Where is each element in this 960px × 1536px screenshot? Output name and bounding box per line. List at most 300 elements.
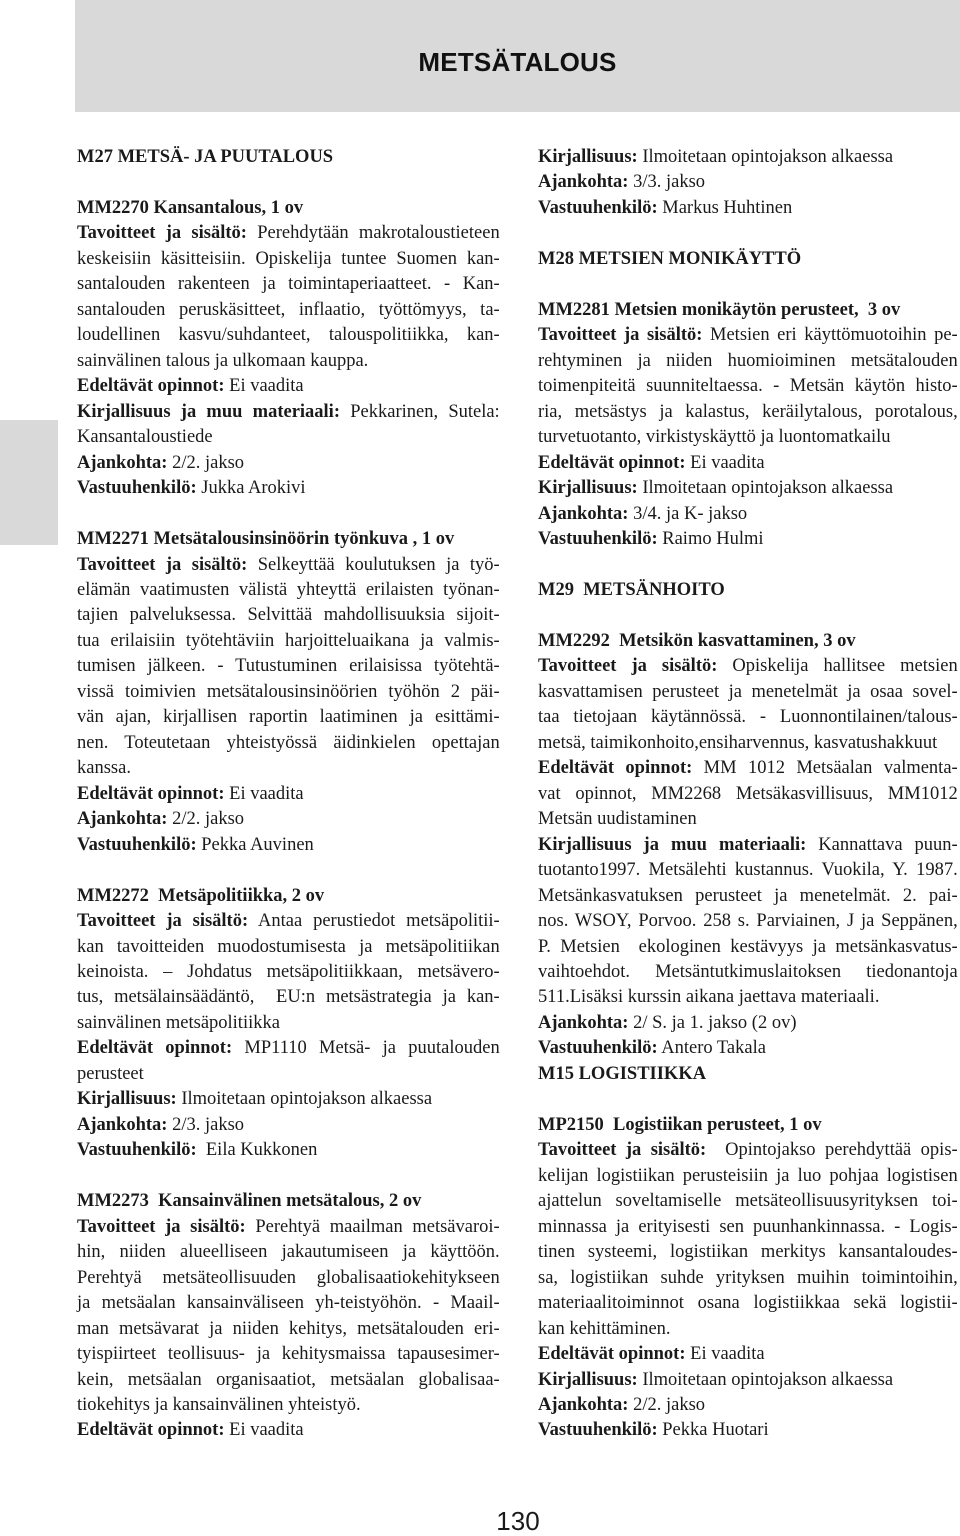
block-gap bbox=[77, 170, 500, 195]
line-content bbox=[77, 909, 500, 934]
field-label: Ajankohta: bbox=[77, 809, 168, 830]
field-label: Ajankohta: bbox=[538, 172, 629, 193]
line-content bbox=[538, 349, 958, 374]
field-label: Kirjallisuus: bbox=[538, 1369, 638, 1390]
text-line bbox=[538, 425, 958, 450]
line-content bbox=[77, 680, 500, 705]
text-line bbox=[538, 1393, 958, 1418]
line-content bbox=[77, 221, 500, 246]
text-line bbox=[538, 1342, 958, 1367]
line-content bbox=[538, 1138, 958, 1163]
body-text: kelijan logistiikan perusteisiin ja luo pohjaa logistisen bbox=[538, 1165, 958, 1186]
text-line bbox=[538, 833, 958, 858]
body-text: nos. WSOY, Porvoo. 258 s. Parviainen, J ja Seppänen, bbox=[538, 911, 958, 932]
line-content bbox=[538, 374, 958, 399]
text-line bbox=[77, 1368, 500, 1393]
text-line bbox=[77, 705, 500, 730]
text-line bbox=[538, 1164, 958, 1189]
text-line bbox=[77, 629, 500, 654]
text-line bbox=[538, 1240, 958, 1265]
line-content bbox=[77, 247, 500, 272]
line-content bbox=[77, 756, 131, 781]
field-value: 2/ S. ja 1. jakso (2 ov) bbox=[633, 1012, 797, 1033]
course-title bbox=[77, 196, 500, 221]
text-line bbox=[538, 756, 958, 781]
line-content bbox=[77, 807, 244, 832]
field-value: Pekka Auvinen bbox=[201, 834, 314, 855]
text-line bbox=[538, 1317, 958, 1342]
text-line bbox=[77, 323, 500, 348]
line-content bbox=[77, 349, 368, 374]
line-content bbox=[538, 782, 958, 807]
text-line bbox=[538, 145, 958, 170]
field-label: Ajankohta: bbox=[538, 503, 629, 524]
text-line bbox=[538, 1266, 958, 1291]
block-gap bbox=[77, 1164, 500, 1189]
line-content bbox=[77, 1393, 361, 1418]
line-content bbox=[77, 425, 213, 450]
body-text: vissä toimivien metsätalousinsinöörien työhön 2 päi- bbox=[77, 681, 500, 702]
right-column bbox=[538, 145, 958, 1444]
line-content bbox=[77, 400, 500, 425]
line-content bbox=[77, 833, 314, 858]
field-value: Pekkarinen, Sutela: bbox=[350, 401, 500, 422]
text-line bbox=[77, 349, 500, 374]
body-text: P. Metsien ekologinen kestävyys ja metsänkasvatus- bbox=[538, 936, 958, 957]
text-line bbox=[77, 1418, 500, 1443]
field-label: Kirjallisuus ja muu materiaali: bbox=[538, 834, 807, 855]
body-text: santalouden rakenteen ja toimintaperiaatteet. - Kan- bbox=[77, 274, 500, 295]
body-text: ria, metsästys ja kalastus, keräilytalous, porotalous, bbox=[538, 401, 958, 422]
field-value: Ilmoitetaan opintojakson alkaessa bbox=[642, 147, 894, 167]
text-line bbox=[77, 935, 500, 960]
field-label: Tavoitteet ja sisältö: bbox=[538, 325, 703, 346]
course-title-text: MP2150 Logistiikan perusteet, 1 ov bbox=[538, 1114, 822, 1135]
body-text: taa tietojaan käytännössä. - Luonnontilainen/talous- bbox=[538, 707, 958, 728]
line-content bbox=[77, 1138, 317, 1163]
block-gap bbox=[538, 221, 958, 246]
body-text: kein, metsäalan organisaatiot, metsäalan globalisaa- bbox=[77, 1369, 500, 1390]
field-label: Edeltävät opinnot: bbox=[77, 1420, 225, 1441]
line-content bbox=[77, 1291, 500, 1316]
line-content bbox=[538, 1215, 958, 1240]
line-content bbox=[538, 1266, 958, 1291]
field-label: Kirjallisuus: bbox=[77, 1089, 177, 1110]
line-content bbox=[538, 1393, 705, 1418]
field-label: Tavoitteet ja sisältö: bbox=[77, 911, 249, 932]
body-text: santalouden peruskäsitteet, inflaatio, työttömyys, ta- bbox=[77, 299, 500, 320]
field-value: 2/2. jakso bbox=[633, 1394, 706, 1415]
module-heading-text: M28 METSIEN MONIKÄYTTÖ bbox=[538, 248, 802, 269]
line-content bbox=[77, 374, 304, 399]
course-block bbox=[538, 145, 958, 221]
text-line bbox=[538, 935, 958, 960]
field-value: Kannattava puun- bbox=[818, 834, 958, 855]
text-line bbox=[77, 221, 500, 246]
text-line bbox=[77, 782, 500, 807]
module-heading-text: M29 METSÄNHOITO bbox=[538, 579, 725, 600]
body-text: materiaalitoiminnot osana logistiikkaa sekä logistii- bbox=[538, 1293, 958, 1314]
text-line bbox=[77, 1215, 500, 1240]
line-content bbox=[77, 1113, 244, 1138]
line-content bbox=[538, 1291, 958, 1316]
text-line bbox=[77, 909, 500, 934]
field-value: Ei vaadita bbox=[690, 1344, 765, 1365]
field-label: Tavoitteet ja sisältö: bbox=[538, 656, 718, 677]
field-value: Perehdytään makrotaloustieteen bbox=[257, 223, 500, 244]
text-line bbox=[77, 476, 500, 501]
body-text: vaihtoehdot. Metsäntutkimuslaitoksen tiedonantoja bbox=[538, 962, 958, 982]
field-value: Antero Takala bbox=[661, 1038, 766, 1059]
block-gap bbox=[77, 502, 500, 527]
body-text: keskeisiin käsitteisiin. Opiskelija tuntee Suomen kan- bbox=[77, 248, 500, 269]
field-label: Vastuuhenkilö: bbox=[538, 529, 658, 550]
text-line bbox=[77, 654, 500, 679]
field-label: Edeltävät opinnot: bbox=[77, 1038, 233, 1059]
text-line bbox=[538, 858, 958, 883]
module-heading bbox=[538, 247, 958, 272]
line-content bbox=[538, 323, 958, 348]
line-content bbox=[538, 731, 937, 756]
field-label: Tavoitteet ja sisältö: bbox=[77, 554, 248, 575]
text-line bbox=[77, 1291, 500, 1316]
line-content bbox=[77, 451, 244, 476]
body-text: ja metsäalan kansainväliseen yh-teistyöhön. - Maail- bbox=[77, 1293, 500, 1314]
text-line bbox=[77, 1138, 500, 1163]
field-value: Perehtyä maailman metsävaroi- bbox=[255, 1216, 500, 1237]
line-content bbox=[77, 935, 500, 960]
line-content bbox=[538, 196, 792, 221]
field-label: Edeltävät opinnot: bbox=[538, 758, 693, 779]
text-line bbox=[538, 1368, 958, 1393]
field-label: Vastuuhenkilö: bbox=[77, 834, 197, 855]
line-content bbox=[77, 1418, 304, 1443]
text-line bbox=[77, 1011, 500, 1036]
line-content bbox=[538, 145, 893, 170]
line-content bbox=[77, 553, 500, 578]
text-line bbox=[77, 1087, 500, 1112]
course-title bbox=[77, 1189, 500, 1214]
text-line bbox=[538, 1291, 958, 1316]
text-line bbox=[77, 756, 500, 781]
module-heading-text: M27 METSÄ- JA PUUTALOUS bbox=[77, 147, 334, 167]
text-line bbox=[538, 1189, 958, 1214]
text-line bbox=[77, 247, 500, 272]
body-text: minnassa ja erityisesti sen puunhankinnassa. - Logis- bbox=[538, 1216, 958, 1237]
field-value: Ei vaadita bbox=[690, 452, 765, 473]
line-content bbox=[538, 1164, 958, 1189]
body-text: kan kehittäminen. bbox=[538, 1318, 671, 1339]
line-content bbox=[538, 1418, 769, 1443]
line-content bbox=[538, 527, 764, 552]
line-content bbox=[77, 476, 306, 501]
field-value: Raimo Hulmi bbox=[662, 529, 764, 550]
line-content bbox=[538, 858, 958, 883]
text-line bbox=[77, 451, 500, 476]
text-line bbox=[77, 985, 500, 1010]
text-line bbox=[538, 1011, 958, 1036]
page-title: METSÄTALOUS bbox=[418, 47, 617, 77]
body-text: turvetuotanto, virkistyskäyttö ja luontomatkailu bbox=[538, 427, 891, 448]
line-content bbox=[538, 170, 705, 195]
field-label: Tavoitteet ja sisältö: bbox=[77, 223, 247, 244]
field-label: Vastuuhenkilö: bbox=[77, 478, 197, 499]
line-content bbox=[538, 935, 958, 960]
line-content bbox=[77, 603, 500, 628]
line-content bbox=[77, 1368, 500, 1393]
body-text: Perehtyä metsäteollisuuden globalisaatiokehitykseen bbox=[77, 1267, 500, 1288]
body-text: Metsän uudistaminen bbox=[538, 809, 697, 830]
field-label: Edeltävät opinnot: bbox=[77, 376, 225, 397]
line-content bbox=[538, 960, 958, 985]
field-label: Kirjallisuus ja muu materiaali: bbox=[77, 401, 340, 422]
course-title-text: MM2273 Kansainvälinen metsätalous, 2 ov bbox=[77, 1191, 422, 1212]
text-line bbox=[77, 272, 500, 297]
text-line bbox=[77, 1062, 500, 1087]
text-line bbox=[77, 1240, 500, 1265]
text-line bbox=[538, 909, 958, 934]
line-content bbox=[538, 884, 958, 909]
body-text: nen. Toteutetaan yhteistyössä äidinkielen opettajan bbox=[77, 732, 500, 753]
side-tab-marker bbox=[0, 420, 58, 545]
body-text: tua erilaisiin työtehtäviin harjoitteluaikana ja valmis- bbox=[77, 630, 500, 651]
field-value: Ilmoitetaan opintojakson alkaessa bbox=[642, 478, 894, 499]
text-line bbox=[77, 374, 500, 399]
line-content bbox=[77, 1011, 280, 1036]
line-content bbox=[77, 705, 500, 730]
field-label: Vastuuhenkilö: bbox=[77, 1140, 197, 1161]
field-value: 2/3. jakso bbox=[172, 1114, 245, 1135]
course-block bbox=[77, 527, 500, 858]
body-text: hin, niiden alueelliseen jakautumiseen ja käyttöön. bbox=[77, 1242, 500, 1263]
body-text: tus, metsälainsäädäntö, EU:n metsästrategia ja kan- bbox=[77, 987, 500, 1008]
line-content bbox=[77, 1317, 500, 1342]
course-block bbox=[538, 1113, 958, 1444]
line-content bbox=[77, 1087, 432, 1112]
body-text: kan tavoitteiden muodostumisesta ja metsäpolitiikan bbox=[77, 936, 500, 957]
body-text: metsä, taimikonhoito,ensiharvennus, kasvatushakkuut bbox=[538, 732, 938, 753]
course-block bbox=[538, 578, 958, 603]
field-label: Vastuuhenkilö: bbox=[538, 197, 658, 218]
course-title bbox=[538, 298, 958, 323]
body-text: tyispiirteet teollisuus- ja kehitysmaissa tapausesimer- bbox=[77, 1344, 500, 1365]
text-line bbox=[538, 1138, 958, 1163]
field-value: Antaa perustiedot metsäpolitii- bbox=[258, 911, 500, 932]
page-number: 130 bbox=[496, 1506, 540, 1536]
course-title-text: MM2270 Kansantalous, 1 ov bbox=[77, 197, 304, 218]
text-line bbox=[77, 1113, 500, 1138]
body-text: kasvattamisen perusteet ja menetelmät ja osaa sovel- bbox=[538, 681, 958, 702]
field-label: Kirjallisuus: bbox=[538, 147, 638, 167]
line-content bbox=[77, 1062, 144, 1087]
line-content bbox=[538, 1011, 797, 1036]
field-value: Ei vaadita bbox=[229, 1420, 304, 1441]
text-line bbox=[538, 1215, 958, 1240]
line-content bbox=[538, 1240, 958, 1265]
body-text: vat opinnot, MM2268 Metsäkasvillisuus, MM1012 bbox=[538, 783, 958, 804]
text-line bbox=[538, 196, 958, 221]
block-gap bbox=[538, 603, 958, 628]
text-line bbox=[538, 705, 958, 730]
course-title bbox=[538, 1113, 958, 1138]
module-heading bbox=[538, 578, 958, 603]
body-text: man metsävarat ja niiden kehitys, metsätalouden eri- bbox=[77, 1318, 500, 1339]
course-block bbox=[77, 145, 500, 170]
line-content bbox=[77, 731, 500, 756]
line-content bbox=[77, 782, 304, 807]
body-text: tajien palveluksessa. Selvittää mahdollisuuksia sijoit- bbox=[77, 605, 500, 626]
text-line bbox=[77, 1317, 500, 1342]
field-value: Markus Huhtinen bbox=[662, 197, 793, 218]
body-text: Kansantaloustiede bbox=[77, 427, 213, 448]
field-label: Ajankohta: bbox=[77, 1114, 168, 1135]
text-line bbox=[538, 807, 958, 832]
text-line bbox=[77, 731, 500, 756]
field-label: Vastuuhenkilö: bbox=[538, 1038, 658, 1059]
line-content bbox=[538, 680, 958, 705]
field-label: Tavoitteet ja sisältö: bbox=[77, 1216, 246, 1237]
line-content bbox=[77, 298, 500, 323]
body-text: vän ajan, kirjallisen raportin laatiminen ja esittämi- bbox=[77, 707, 500, 728]
body-text: ajattelun soveltamiselle metsäteollisuusyrityksen toi- bbox=[538, 1191, 958, 1212]
body-text: 511.Lisäksi kurssin aikana jaettava materiaali. bbox=[538, 987, 880, 1008]
course-title bbox=[77, 527, 500, 552]
field-value: Eila Kukkonen bbox=[201, 1140, 318, 1161]
line-content bbox=[77, 960, 500, 985]
body-text: loudellinen kasvu/suhdanteet, talouspolitiikka, kan- bbox=[77, 325, 500, 346]
field-label: Tavoitteet ja sisältö: bbox=[538, 1140, 707, 1161]
line-content bbox=[77, 323, 500, 348]
field-value: Selkeyttää koulutuksen ja työ- bbox=[257, 554, 500, 575]
line-content bbox=[77, 629, 500, 654]
text-line bbox=[77, 1036, 500, 1061]
module-heading bbox=[538, 1062, 958, 1087]
field-value: MM 1012 Metsäalan valmenta- bbox=[703, 758, 958, 779]
course-title bbox=[77, 884, 500, 909]
field-value: Opintojakso perehdyttää opis- bbox=[715, 1140, 958, 1161]
line-content bbox=[538, 502, 747, 527]
field-label: Edeltävät opinnot: bbox=[77, 783, 225, 804]
text-line bbox=[538, 349, 958, 374]
course-block bbox=[77, 884, 500, 1164]
text-line bbox=[77, 833, 500, 858]
course-block bbox=[538, 298, 958, 553]
text-line bbox=[538, 527, 958, 552]
line-content bbox=[538, 1189, 958, 1214]
line-content bbox=[538, 807, 697, 832]
field-label: Edeltävät opinnot: bbox=[538, 452, 686, 473]
line-content bbox=[538, 425, 890, 450]
course-title-text: MM2271 Metsätalousinsinöörin työnkuva , 1 ov bbox=[77, 529, 455, 550]
course-block bbox=[77, 1189, 500, 1444]
line-content bbox=[77, 1342, 500, 1367]
field-value: Ilmoitetaan opintojakson alkaessa bbox=[181, 1089, 433, 1110]
line-content bbox=[538, 985, 879, 1010]
field-value: Ei vaadita bbox=[229, 783, 304, 804]
line-content bbox=[77, 1266, 500, 1291]
field-value: MP1110 Metsä- ja puutalouden bbox=[244, 1038, 500, 1059]
text-line bbox=[77, 1266, 500, 1291]
course-title-text: MM2281 Metsien monikäytön perusteet, 3 ov bbox=[538, 299, 901, 320]
line-content bbox=[538, 1317, 671, 1342]
course-block bbox=[538, 629, 958, 1087]
course-block bbox=[538, 247, 958, 272]
line-content bbox=[538, 833, 958, 858]
field-label: Edeltävät opinnot: bbox=[538, 1344, 686, 1365]
body-text: elämän vaatimusten välistä yhteyttä erilaisten työnan- bbox=[77, 579, 500, 600]
text-line bbox=[538, 731, 958, 756]
field-value: 2/2. jakso bbox=[172, 809, 245, 830]
course-title-text: MM2292 Metsikön kasvattaminen, 3 ov bbox=[538, 630, 856, 651]
field-value: Ei vaadita bbox=[229, 376, 304, 397]
line-content bbox=[538, 400, 958, 425]
text-line bbox=[538, 960, 958, 985]
text-line bbox=[538, 170, 958, 195]
line-content bbox=[77, 654, 500, 679]
field-value: 3/4. ja K- jakso bbox=[633, 503, 748, 524]
field-label: Kirjallisuus: bbox=[538, 478, 638, 499]
course-title bbox=[538, 629, 958, 654]
block-gap bbox=[538, 553, 958, 578]
body-text: tinen systeemi, logistiikan merkitys kansantaloudes- bbox=[538, 1242, 958, 1263]
text-line bbox=[77, 400, 500, 425]
text-line bbox=[77, 298, 500, 323]
text-line bbox=[77, 960, 500, 985]
body-text: rehtyminen ja niiden huomioiminen metsätalouden bbox=[538, 350, 958, 371]
left-column bbox=[77, 145, 500, 1444]
block-gap bbox=[77, 858, 500, 883]
field-value: Opiskelija hallitsee metsien bbox=[732, 656, 958, 677]
line-content bbox=[538, 909, 958, 934]
text-line bbox=[77, 680, 500, 705]
body-text: kanssa. bbox=[77, 758, 131, 779]
line-content bbox=[77, 578, 500, 603]
course-title-text: MM2272 Metsäpolitiikka, 2 ov bbox=[77, 885, 325, 906]
line-content bbox=[77, 985, 500, 1010]
page-header bbox=[75, 0, 960, 112]
text-line bbox=[538, 782, 958, 807]
text-line bbox=[538, 502, 958, 527]
body-text: sainvälinen talous ja ulkomaan kauppa. bbox=[77, 350, 369, 371]
line-content bbox=[77, 1215, 500, 1240]
text-line bbox=[77, 1342, 500, 1367]
text-line bbox=[77, 807, 500, 832]
field-value: Jukka Arokivi bbox=[201, 478, 306, 499]
text-line bbox=[538, 680, 958, 705]
text-line bbox=[77, 425, 500, 450]
field-value: Metsien eri käyttömuotoihin pe- bbox=[710, 325, 958, 346]
body-text: perusteet bbox=[77, 1063, 144, 1084]
line-content bbox=[538, 756, 958, 781]
line-content bbox=[77, 272, 500, 297]
block-gap bbox=[538, 1087, 958, 1112]
text-line bbox=[538, 1036, 958, 1061]
line-content bbox=[77, 1240, 500, 1265]
field-label: Ajankohta: bbox=[538, 1012, 629, 1033]
body-text: toimenpiteitä suunniteltaessa. - Metsän käytön histo- bbox=[538, 376, 958, 397]
text-line bbox=[538, 451, 958, 476]
text-line bbox=[77, 578, 500, 603]
body-text: Metsänkasvatuksen perusteet ja menetelmät. 2. pai- bbox=[538, 885, 958, 906]
text-line bbox=[538, 374, 958, 399]
text-line bbox=[77, 553, 500, 578]
line-content bbox=[538, 451, 765, 476]
text-line bbox=[538, 1418, 958, 1443]
field-value: 3/3. jakso bbox=[633, 172, 706, 193]
block-gap bbox=[538, 272, 958, 297]
line-content bbox=[538, 705, 958, 730]
course-block bbox=[77, 196, 500, 502]
